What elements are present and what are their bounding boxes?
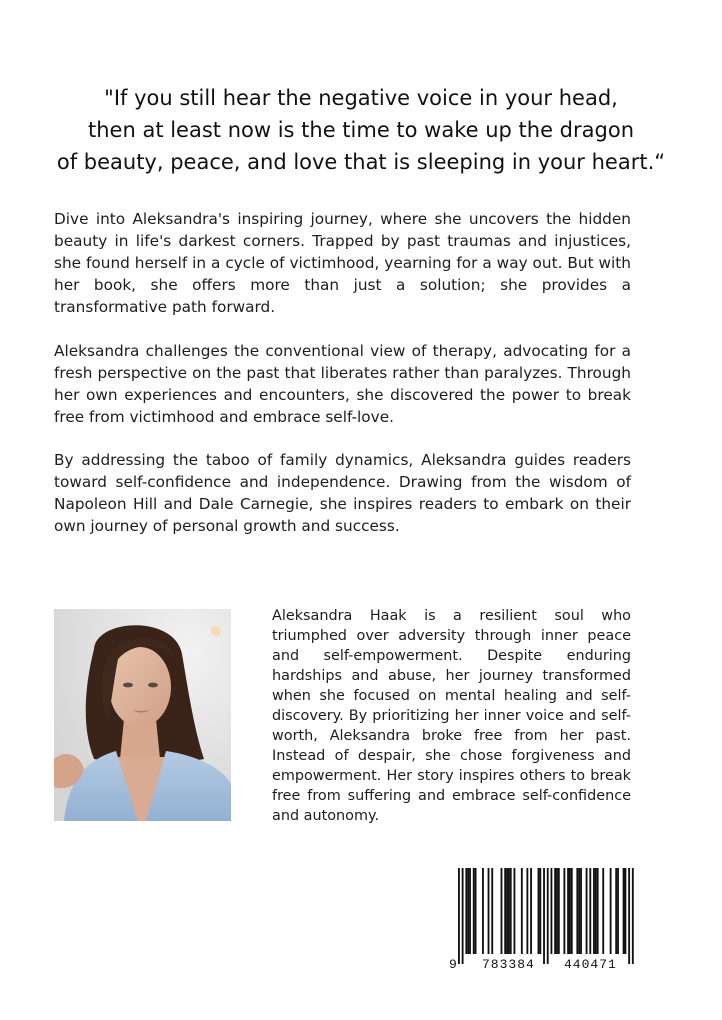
description-paragraph: Aleksandra challenges the conventional view of therapy, advocating for a fresh perspective on the past that liberates rather than paralyzes. Through her own experiences and encounters, she discovered the power to break free from victimhood and embrace self-love.	[54, 342, 631, 426]
barcode-bar	[632, 868, 634, 964]
barcode-left-digits: 783384	[482, 957, 535, 972]
barcode-bar	[556, 868, 558, 954]
description-paragraph: Dive into Aleksandra's inspiring journey, where she uncovers the hidden beauty in life's darkest corners. Trapped by past traumas and injustices, she found herself in a cycle of victimhood, yearning for a way out. But with her book, she offers more than just a solution; she provides a transformative path forward.	[54, 210, 631, 316]
barcode-bar	[617, 868, 619, 954]
barcode-bar	[551, 868, 553, 954]
barcode-bar	[488, 868, 490, 954]
barcode-bar	[501, 868, 503, 954]
barcode-bar	[526, 868, 528, 954]
barcode-bar	[602, 868, 604, 954]
barcode-lead-digit: 9	[449, 957, 457, 972]
barcode-bar	[597, 868, 599, 954]
barcode-bar	[576, 868, 578, 954]
barcode-bar	[547, 868, 549, 964]
barcode-bar	[506, 868, 508, 954]
barcode-bar	[465, 868, 467, 954]
barcode-bar	[578, 868, 580, 954]
barcode-bar	[475, 868, 477, 954]
barcode-bar	[625, 868, 627, 954]
barcode-bar	[569, 868, 571, 954]
barcode-bar	[580, 868, 582, 954]
barcode-bar	[538, 868, 540, 954]
barcode-bar	[563, 868, 565, 954]
barcode-bar	[595, 868, 597, 954]
barcode-bar	[589, 868, 591, 954]
barcode-bars	[458, 868, 634, 964]
barcode-bar	[593, 868, 595, 954]
barcode-bar	[558, 868, 560, 954]
barcode-bar	[458, 868, 460, 964]
barcode-bar	[610, 868, 612, 954]
barcode-bar	[539, 868, 541, 954]
barcode-right-digits: 440471	[564, 957, 617, 972]
author-bio: Aleksandra Haak is a resilient soul who triumphed over adversity through inner peace and self-empowerment. Despite enduring hardships and abuse, her journey transformed when she focused on mental healing and self-discovery. By prioritizing her inner voice and self-worth, Aleksandra broke free from her past. Instead of despair, she chose forgiveness and empowerment. Her story inspires others to break free from suffering and embrace self-confidence and autonomy.	[272, 608, 631, 824]
barcode-bar	[623, 868, 625, 954]
barcode-bar	[554, 868, 556, 954]
barcode-bar	[510, 868, 512, 954]
isbn-barcode	[446, 866, 636, 972]
barcode-bar	[628, 868, 630, 964]
barcode-bar	[567, 868, 569, 954]
back-cover-quote	[40, 82, 682, 178]
barcode-bar	[514, 868, 516, 954]
barcode-bar	[530, 868, 532, 954]
barcode-bar	[504, 868, 506, 954]
barcode-bar	[586, 868, 588, 954]
barcode-bar	[491, 868, 493, 954]
barcode-bar	[467, 868, 469, 954]
barcode-bar	[462, 868, 464, 964]
barcode-bar	[508, 868, 510, 954]
description-paragraph: By addressing the taboo of family dynamics, Aleksandra guides readers toward self-confidence and independence. Drawing from the wisdom of Napoleon Hill and Dale Carnegie, she inspires readers to embark on their own journey of personal growth and success.	[54, 451, 631, 535]
barcode-bar	[571, 868, 573, 954]
barcode-bar	[482, 868, 484, 954]
barcode-bar	[473, 868, 475, 954]
barcode-bar	[521, 868, 523, 954]
quote-line: then at least now is the time to wake up the dragon	[88, 118, 634, 142]
barcode-bar	[615, 868, 617, 954]
quote-line: of beauty, peace, and love that is sleeping in your heart.“	[56, 150, 666, 174]
barcode-bar	[469, 868, 471, 954]
author-photo	[54, 609, 231, 821]
quote-line: "If you still hear the negative voice in your head,	[104, 86, 618, 110]
barcode-bar	[543, 868, 545, 964]
